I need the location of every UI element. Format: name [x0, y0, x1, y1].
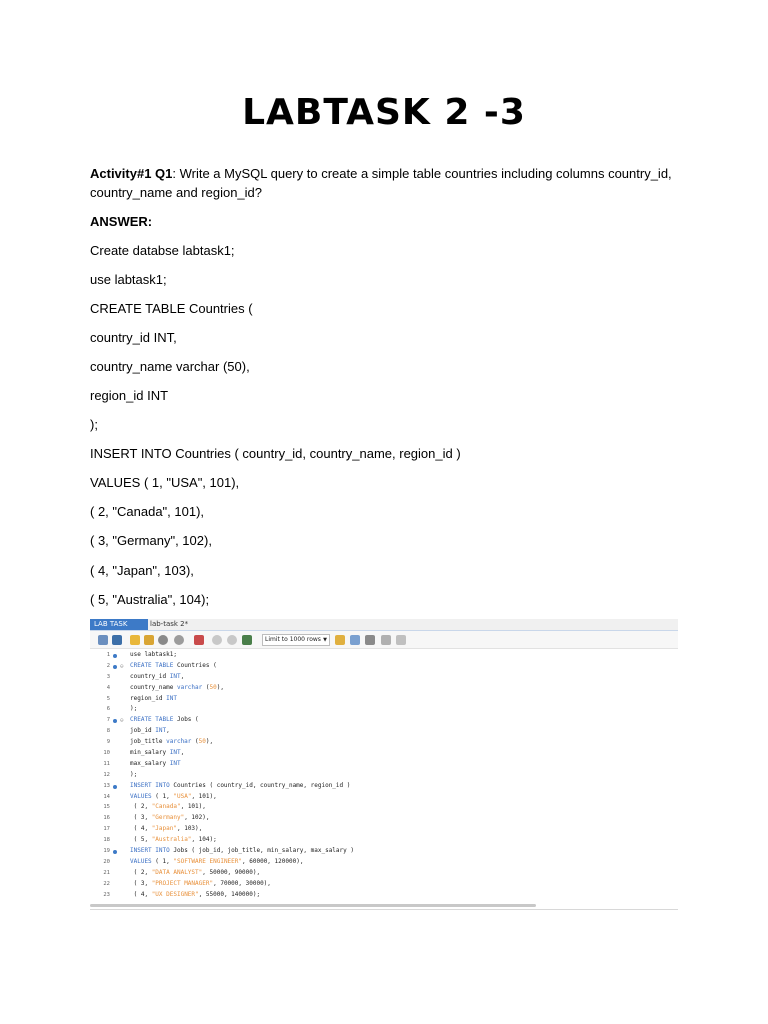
code-token: ); [130, 770, 138, 778]
code-text [130, 715, 199, 726]
code-line [90, 868, 678, 879]
code-token: "Canada" [151, 803, 181, 811]
statement-marker-icon [113, 665, 117, 669]
answer-label-text: ANSWER: [90, 214, 153, 229]
code-token: "USA" [173, 792, 192, 800]
workbench-screenshot [90, 619, 678, 910]
code-text [130, 704, 137, 715]
code-token: 50 [209, 683, 217, 691]
code-token: country_name [130, 683, 177, 691]
line-number: 18 [103, 837, 110, 844]
code-line [90, 813, 678, 824]
code-text [130, 694, 177, 705]
line-number: 5 [106, 695, 110, 702]
activity-label: Activity#1 Q1 [90, 166, 173, 181]
code-text [130, 879, 271, 890]
code-line [90, 781, 678, 792]
code-token: ), [205, 738, 214, 746]
code-token: , 50000, 90000), [202, 868, 261, 876]
statement-marker-icon [113, 719, 117, 723]
question-line-1: : Write a MySQL query to create a simple table countries including columns country_id, [172, 166, 672, 181]
activity-question [90, 164, 680, 202]
line-number: 9 [106, 739, 110, 746]
code-text [130, 846, 354, 857]
line-number: 13 [103, 782, 110, 789]
code-token: , [180, 672, 185, 680]
tab-lab-task-1[interactable] [90, 619, 148, 630]
line-number: 21 [103, 869, 110, 876]
code-token: ( 4, [130, 890, 152, 898]
code-token: max_salary [130, 759, 170, 767]
line-number: 2 [106, 662, 110, 669]
line-number: 6 [106, 706, 110, 713]
answer-line: country_id INT, [90, 330, 177, 345]
line-number: 23 [103, 891, 110, 898]
code-text [130, 770, 137, 781]
code-text [130, 737, 213, 748]
code-token: , 103), [176, 825, 203, 833]
code-text [130, 781, 350, 792]
code-token: INT [169, 749, 181, 757]
beautify-icon[interactable] [335, 635, 345, 645]
code-token: , [166, 727, 170, 735]
line-number: 1 [106, 652, 110, 658]
code-text [130, 857, 303, 868]
code-line [90, 759, 678, 770]
code-token: , 104); [191, 836, 217, 844]
answer-line: use labtask1; [90, 272, 167, 287]
line-number: 14 [103, 793, 110, 800]
line-number: 12 [103, 771, 110, 778]
code-line [90, 824, 678, 835]
code-line [90, 879, 678, 890]
find-icon[interactable] [350, 635, 360, 645]
code-token: country_id [130, 672, 170, 680]
answer-line: ); [90, 417, 98, 432]
code-token: 50 [198, 738, 206, 746]
code-token: use labtask1; [130, 651, 177, 658]
code-line [90, 802, 678, 813]
code-token: "Australia" [151, 836, 192, 844]
line-number: 7 [106, 717, 110, 724]
code-token: INT [166, 694, 177, 702]
statement-marker-icon [113, 785, 117, 789]
code-token: Jobs ( job_id, job_title, min_salary, max_salary ) [169, 847, 354, 855]
code-line [90, 715, 678, 726]
open-file-icon[interactable] [98, 635, 108, 645]
code-token: ( 5, [130, 836, 152, 844]
answer-line: Create databse labtask1; [90, 243, 235, 258]
code-token: INT [169, 672, 181, 680]
line-number: 10 [103, 750, 110, 757]
line-number: 22 [103, 880, 110, 887]
code-token: ( 2, [130, 868, 152, 876]
code-text [130, 726, 170, 737]
code-line [90, 661, 678, 672]
line-number: 20 [103, 858, 110, 865]
explain-icon[interactable] [158, 635, 168, 645]
line-number: 4 [106, 684, 110, 691]
code-token: VALUES [130, 792, 152, 800]
tab-label: lab-task 2* [150, 620, 189, 628]
code-token: ( [191, 738, 199, 746]
code-token: ( 4, [130, 825, 152, 833]
code-token: VALUES [130, 857, 152, 865]
code-token: job_id [130, 727, 156, 735]
code-token: , 101), [191, 792, 217, 800]
code-token: "Germany" [151, 814, 185, 822]
chevron-down-icon: ▼ [323, 637, 327, 643]
answer-line: ( 3, "Germany", 102), [90, 533, 212, 548]
code-token: INT [169, 759, 181, 767]
code-token: INSERT INTO [130, 847, 170, 855]
code-token: ( 2, [130, 803, 152, 811]
wrap-icon[interactable] [396, 635, 406, 645]
execute-icon[interactable] [130, 635, 140, 645]
line-number: 16 [103, 815, 110, 822]
line-number: 3 [106, 673, 110, 680]
line-number: 15 [103, 804, 110, 811]
code-token: "Japan" [151, 825, 177, 833]
statement-marker-icon [113, 654, 117, 658]
code-token: ( 3, [130, 814, 152, 822]
line-number: 19 [103, 848, 110, 855]
code-text [130, 824, 202, 835]
code-token: ); [130, 705, 138, 713]
editor-tab-bar [90, 619, 678, 631]
code-token: ), [216, 683, 224, 691]
rollback-icon[interactable] [227, 635, 237, 645]
code-text [130, 802, 206, 813]
code-text [130, 890, 260, 901]
sql-editor[interactable] [90, 649, 678, 900]
answer-line: ( 5, "Australia", 104); [90, 592, 210, 607]
code-line [90, 650, 678, 661]
code-token: ( 1, [151, 792, 174, 800]
tab-label: LAB TASK [94, 620, 128, 628]
code-line [90, 683, 678, 694]
code-token: CREATE TABLE [130, 661, 174, 669]
fold-icon[interactable]: ⊖ [120, 717, 124, 725]
code-text [130, 759, 181, 770]
code-token: Countries ( country_id, country_name, region_id ) [169, 781, 351, 789]
code-text [130, 868, 260, 879]
code-token: varchar [166, 738, 192, 746]
code-text [130, 661, 217, 672]
stop-icon[interactable] [174, 635, 184, 645]
code-token: CREATE TABLE [130, 716, 174, 724]
line-number: 17 [103, 826, 110, 833]
code-line [90, 835, 678, 846]
horizontal-scrollbar[interactable] [90, 904, 536, 907]
page-title: LABTASK 2 -3 [242, 92, 526, 133]
code-token: , 101), [180, 803, 206, 811]
code-line [90, 726, 678, 737]
answer-line: ( 2, "Canada", 101), [90, 504, 205, 519]
limit-rows-value: Limit to 1000 rows [265, 636, 321, 643]
code-line [90, 792, 678, 803]
code-line [90, 857, 678, 868]
fold-icon[interactable]: ⊖ [120, 662, 124, 670]
code-text [130, 672, 184, 683]
code-text [130, 835, 217, 846]
code-token: Countries ( [173, 661, 217, 669]
answer-line: ( 4, "Japan", 103), [90, 563, 194, 578]
code-token: "UX DESIGNER" [151, 890, 199, 898]
answer-line: region_id INT [90, 388, 169, 403]
autocommit-icon[interactable] [242, 635, 252, 645]
code-token: ( 1, [151, 857, 174, 865]
code-token: "PROJECT MANAGER" [151, 879, 214, 887]
code-line [90, 770, 678, 781]
answer-line: VALUES ( 1, "USA", 101), [90, 475, 240, 490]
toggle-error-icon[interactable] [194, 635, 204, 645]
answer-line: INSERT INTO Countries ( country_id, country_name, region_id ) [90, 446, 461, 461]
code-token: , [180, 749, 185, 757]
code-token: , 102), [184, 814, 210, 822]
answer-line: country_name varchar (50), [90, 359, 250, 374]
code-text [130, 650, 177, 661]
code-token: , 55000, 140000); [198, 890, 261, 898]
statement-marker-icon [113, 850, 117, 854]
save-icon[interactable] [112, 635, 122, 645]
answer-label [90, 212, 680, 231]
code-token: region_id [130, 694, 167, 702]
code-line [90, 672, 678, 683]
sql-toolbar [90, 631, 678, 649]
code-token: ( [202, 683, 210, 691]
code-token: INT [155, 727, 167, 735]
commit-icon[interactable] [212, 635, 222, 645]
code-token: "SOFTWARE ENGINEER" [173, 857, 243, 865]
code-line [90, 890, 678, 901]
code-line [90, 694, 678, 705]
code-line [90, 704, 678, 715]
code-text [130, 748, 184, 759]
limit-rows-select[interactable] [262, 634, 330, 646]
code-token: , 60000, 120000), [242, 857, 304, 865]
code-line [90, 846, 678, 857]
code-token: min_salary [130, 749, 170, 757]
invisible-chars-icon[interactable] [381, 635, 391, 645]
tab-lab-task-2[interactable] [146, 619, 194, 630]
code-text [130, 792, 217, 803]
question-line-2: country_name and region_id? [90, 185, 263, 200]
code-token: , 70000, 30000), [213, 879, 271, 887]
line-number: 11 [103, 760, 110, 767]
answer-line: CREATE TABLE Countries ( [90, 301, 253, 316]
search-icon[interactable] [365, 635, 375, 645]
line-number: 8 [106, 728, 110, 735]
code-text [130, 683, 224, 694]
code-token: ( 3, [130, 879, 152, 887]
code-text [130, 813, 210, 824]
code-token: "DATA ANALYST" [151, 868, 203, 876]
code-line [90, 748, 678, 759]
execute-current-icon[interactable] [144, 635, 154, 645]
code-line [90, 737, 678, 748]
code-token: varchar [176, 683, 203, 691]
code-token: INSERT INTO [130, 781, 170, 789]
code-token: Jobs ( [173, 716, 199, 724]
code-token: job_title [130, 738, 167, 746]
